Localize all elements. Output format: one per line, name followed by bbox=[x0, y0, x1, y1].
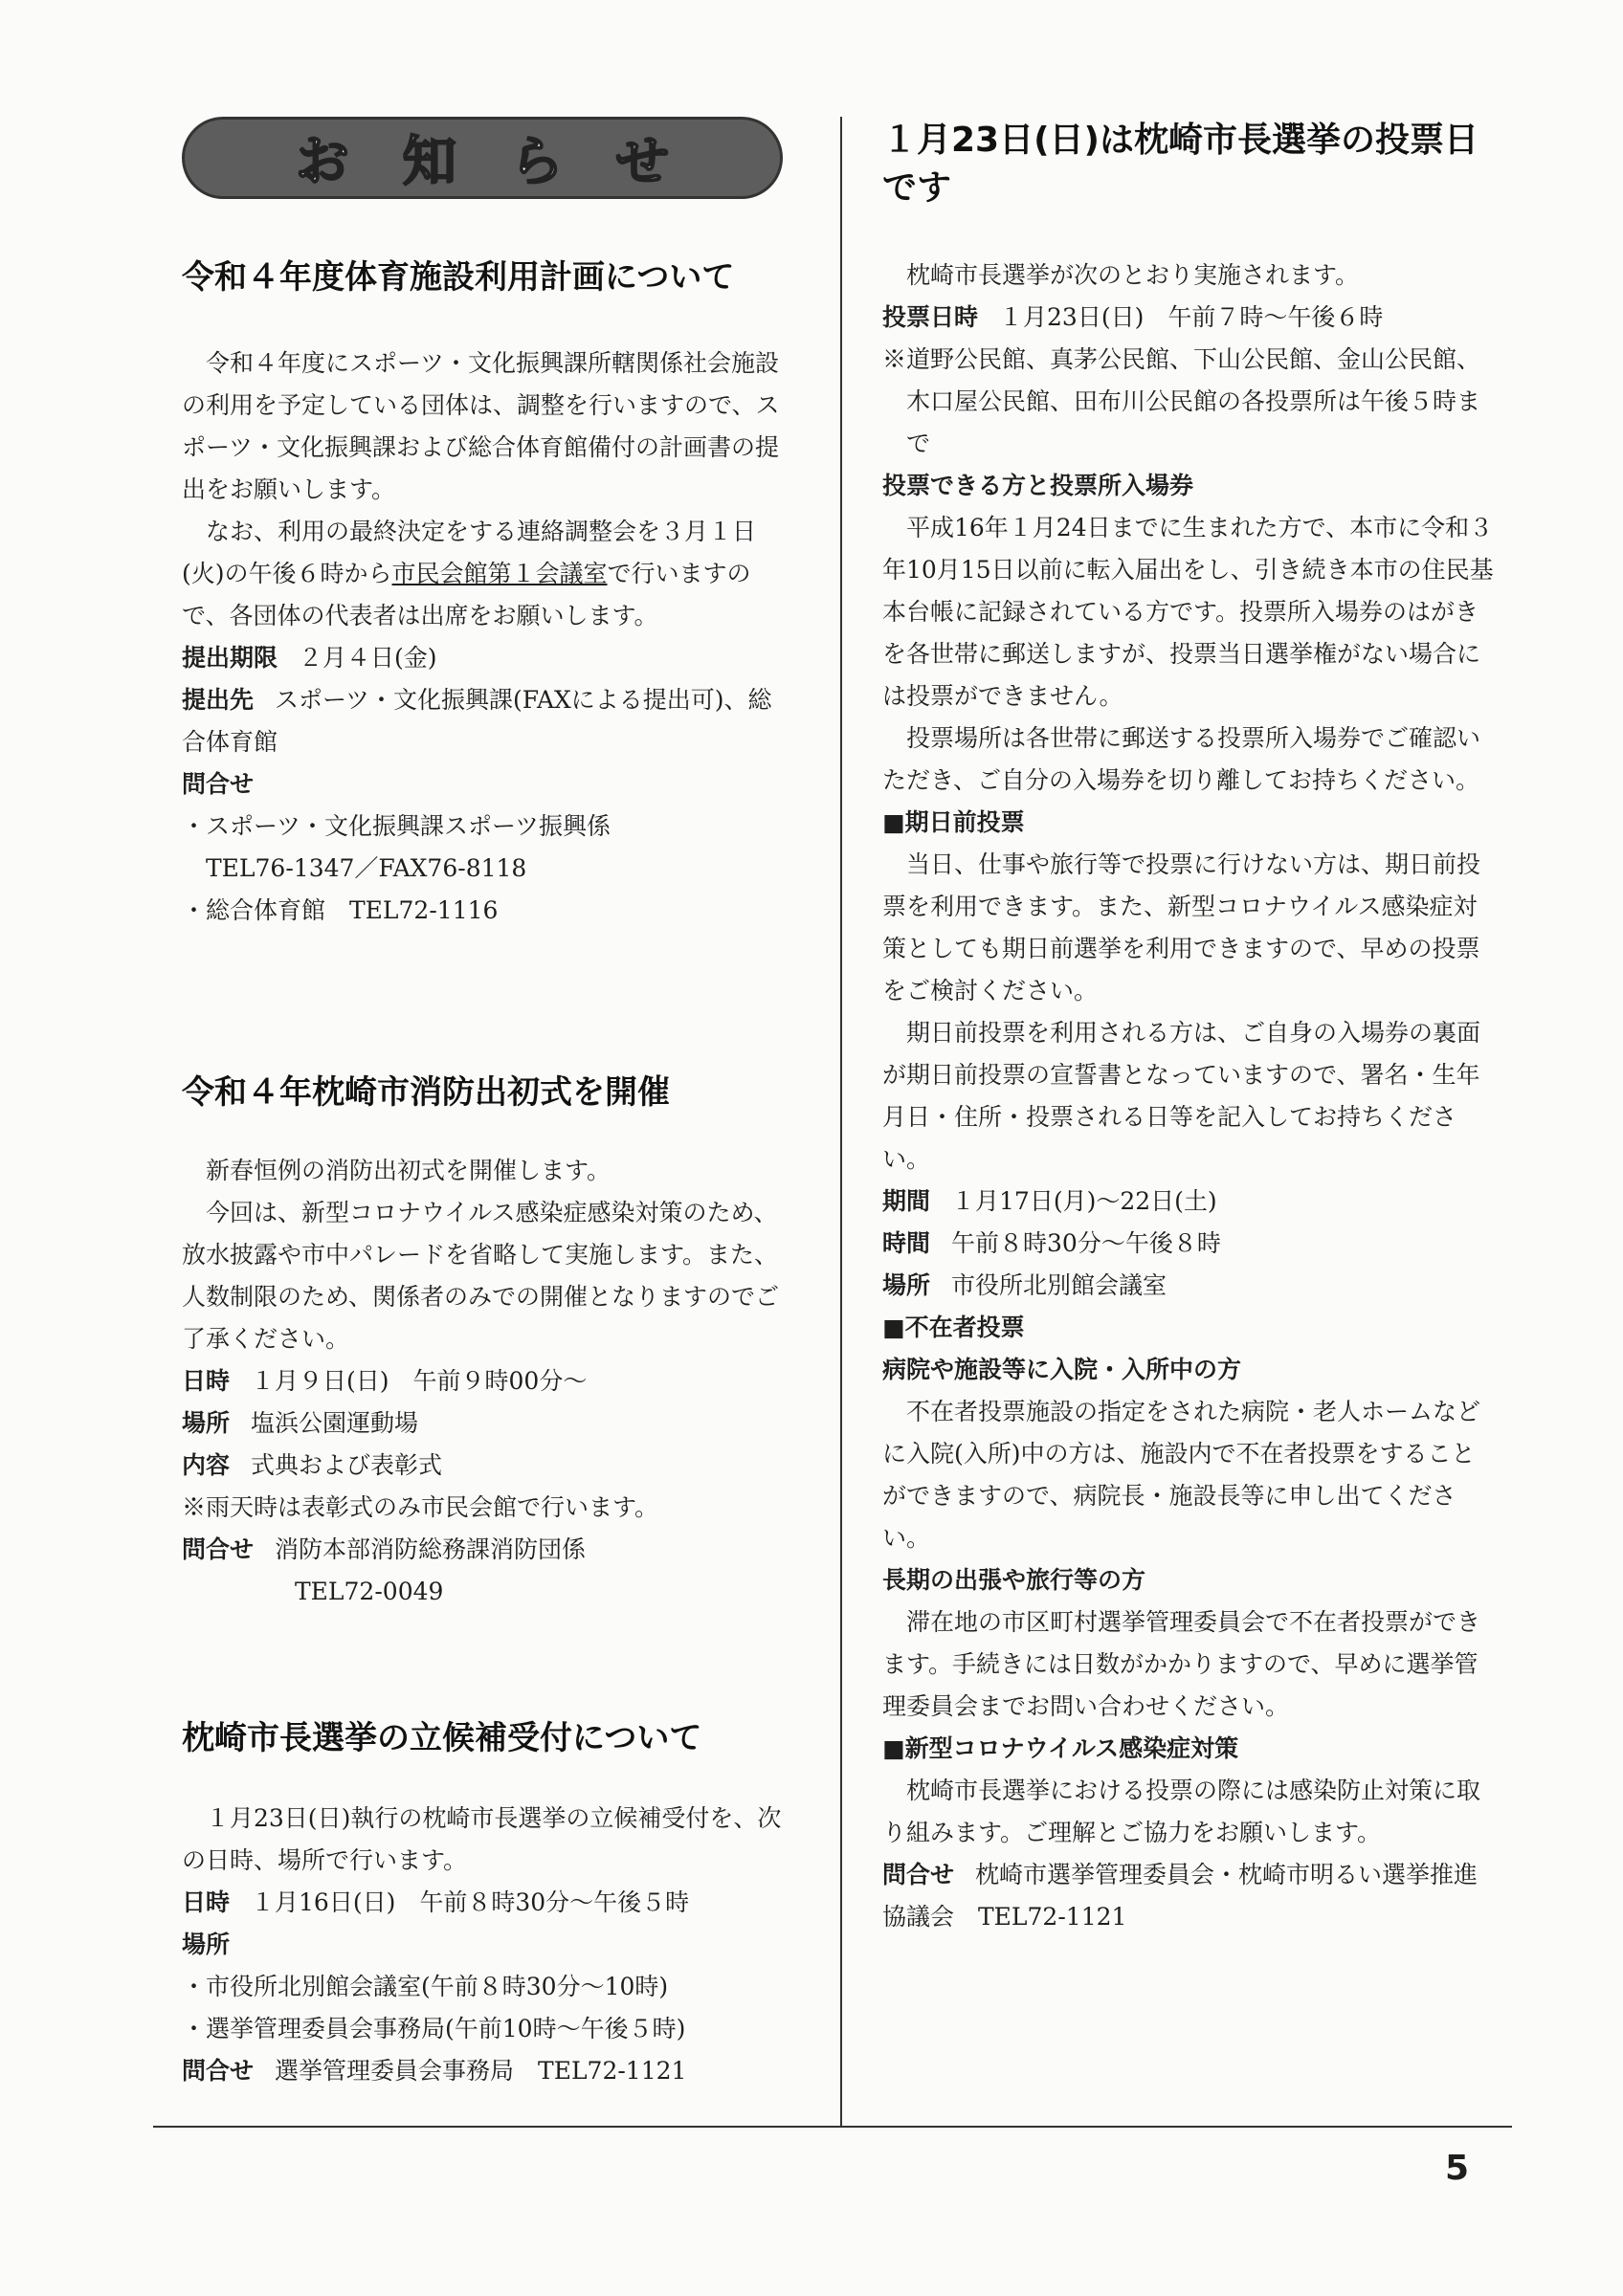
section-title: 枕崎市長選挙の立候補受付について bbox=[182, 1719, 702, 1757]
section-title: １月23日(日)は枕崎市長選挙の投票日です bbox=[882, 121, 1479, 208]
page-number: 5 bbox=[1445, 2149, 1470, 2188]
content-row: 内容 式典および表彰式 bbox=[182, 1451, 443, 1479]
contact-row: 問合せ 枕崎市選挙管理委員会・枕崎市明るい選挙推進協議会 TEL72-1121 bbox=[882, 1861, 1478, 1931]
paragraph: 今回は、新型コロナウイルス感染症感染対策のため、放水披露や市中パレードを省略して実施します。また、人数制限のため、関係者のみでの開催となりますのでご了承ください。 bbox=[182, 1199, 780, 1353]
section-fire-ceremony bbox=[182, 1071, 794, 1613]
section-sports-facility bbox=[182, 256, 794, 932]
contact-line: ・総合体育館 TEL72-1116 bbox=[182, 896, 499, 924]
paragraph: 当日、仕事や旅行等で投票に行けない方は、期日前投票を利用できます。また、新型コロナウイルス感染症対策としても期日前選挙を利用できますので、早めの投票をご検討ください。 bbox=[882, 850, 1481, 1004]
destination-row: 提出先 スポーツ・文化振興課(FAXによる提出可)、総合体育館 bbox=[182, 686, 772, 756]
time-row: 時間 午前８時30分～午後８時 bbox=[882, 1229, 1221, 1257]
date-row: 日時 １月９日(日) 午前９時00分～ bbox=[182, 1367, 588, 1395]
period-row: 期間 １月17日(月)～22日(土) bbox=[882, 1187, 1217, 1215]
subheading: 長期の出張や旅行等の方 bbox=[882, 1566, 1146, 1594]
section-title: 令和４年枕崎市消防出初式を開催 bbox=[182, 1073, 670, 1112]
paragraph: 新春恒例の消防出初式を開催します。 bbox=[206, 1157, 611, 1184]
section-title: 令和４年度体育施設利用計画について bbox=[182, 258, 735, 297]
vote-note: ※道野公民館、真茅公民館、下山公民館、金山公民館、木口屋公民館、田布川公民館の各投票所は午後５時まで bbox=[882, 345, 1481, 457]
section-election-day bbox=[882, 117, 1495, 1938]
paragraph: 滞在地の市区町村選挙管理委員会で不在者投票ができます。手続きには日数がかかりますので、早めに選挙管理委員会までお問い合わせください。 bbox=[882, 1608, 1481, 1720]
deadline-row: 提出期限 ２月４日(金) bbox=[182, 644, 437, 672]
vote-date-row: 投票日時 １月23日(日) 午前７時～午後６時 bbox=[882, 303, 1384, 331]
contact-row: 問合せ 消防本部消防総務課消防団係 bbox=[182, 1535, 587, 1563]
venue-link-text: 市民会館第１会議室 bbox=[391, 560, 608, 587]
banner-title: お知らせ bbox=[295, 131, 723, 193]
place-row: 場所 塩浜公園運動場 bbox=[182, 1409, 419, 1437]
place-line: ・市役所北別館会議室(午前８時30分～10時) bbox=[182, 1973, 669, 2000]
paragraph: 平成16年１月24日までに生まれた方で、本市に令和３年10月15日以前に転入届出をし、引き続き本市の住民基本台帳に記録されている方です。投票所入場券のはがきを各世帯に郵送しますが、投票当日選挙権がない場合には投票ができません。 bbox=[882, 514, 1494, 710]
place-line: ・選挙管理委員会事務局(午前10時～午後５時) bbox=[182, 2015, 686, 2042]
subheading: ■新型コロナウイルス感染症対策 bbox=[882, 1734, 1239, 1762]
contact-line: ・スポーツ・文化振興課スポーツ振興係 bbox=[182, 812, 611, 840]
section-candidate-registration bbox=[182, 1717, 794, 2092]
paragraph: 不在者投票施設の指定をされた病院・老人ホームなどに入院(入所)中の方は、施設内で不在者投票をすることができますので、病院長・施設長等に申し出てください。 bbox=[882, 1398, 1481, 1552]
paragraph: 枕崎市長選挙が次のとおり実施されます。 bbox=[906, 261, 1360, 289]
notice-banner bbox=[182, 117, 783, 199]
place-label: 場所 bbox=[182, 1931, 231, 1958]
paragraph: １月23日(日)執行の枕崎市長選挙の立候補受付を、次の日時、場所で行います。 bbox=[182, 1804, 782, 1874]
note: ※雨天時は表彰式のみ市民会館で行います。 bbox=[182, 1493, 659, 1521]
contact-label: 問合せ bbox=[182, 770, 255, 798]
subheading: 病院や施設等に入院・入所中の方 bbox=[882, 1356, 1242, 1383]
column-divider bbox=[840, 117, 842, 2126]
bottom-rule bbox=[153, 2126, 1512, 2128]
place-row: 場所 市役所北別館会議室 bbox=[882, 1271, 1167, 1299]
paragraph: なお、利用の最終決定をする連絡調整会を３月１日(火)の午後６時から市民会館第１会議室で行いますので、各団体の代表者は出席をお願いします。 bbox=[182, 518, 757, 629]
contact-tel: TEL76-1347／FAX76-8118 bbox=[206, 854, 527, 882]
date-row: 日時 １月16日(日) 午前８時30分～午後５時 bbox=[182, 1888, 690, 1916]
paragraph: 期日前投票を利用される方は、ご自身の入場券の裏面が期日前投票の宣誓書となっていますので、署名・生年月日・住所・投票される日等を記入してお持ちください。 bbox=[882, 1019, 1481, 1173]
subheading: ■期日前投票 bbox=[882, 808, 1025, 836]
paragraph: 枕崎市長選挙における投票の際には感染防止対策に取り組みます。ご理解とご協力をお願いします。 bbox=[882, 1777, 1481, 1846]
paragraph: 投票場所は各世帯に郵送する投票所入場券でご確認いただき、ご自分の入場券を切り離してお持ちください。 bbox=[882, 724, 1481, 794]
paragraph: 令和４年度にスポーツ・文化振興課所轄関係社会施設の利用を予定している団体は、調整を行いますので、スポーツ・文化振興課および総合体育館備付の計画書の提出をお願いします。 bbox=[182, 349, 780, 503]
subheading: 投票できる方と投票所入場券 bbox=[882, 472, 1194, 499]
subheading: ■不在者投票 bbox=[882, 1314, 1025, 1341]
contact-tel: TEL72-0049 bbox=[295, 1578, 444, 1605]
contact-row: 問合せ 選挙管理委員会事務局 TEL72-1121 bbox=[182, 2057, 687, 2085]
